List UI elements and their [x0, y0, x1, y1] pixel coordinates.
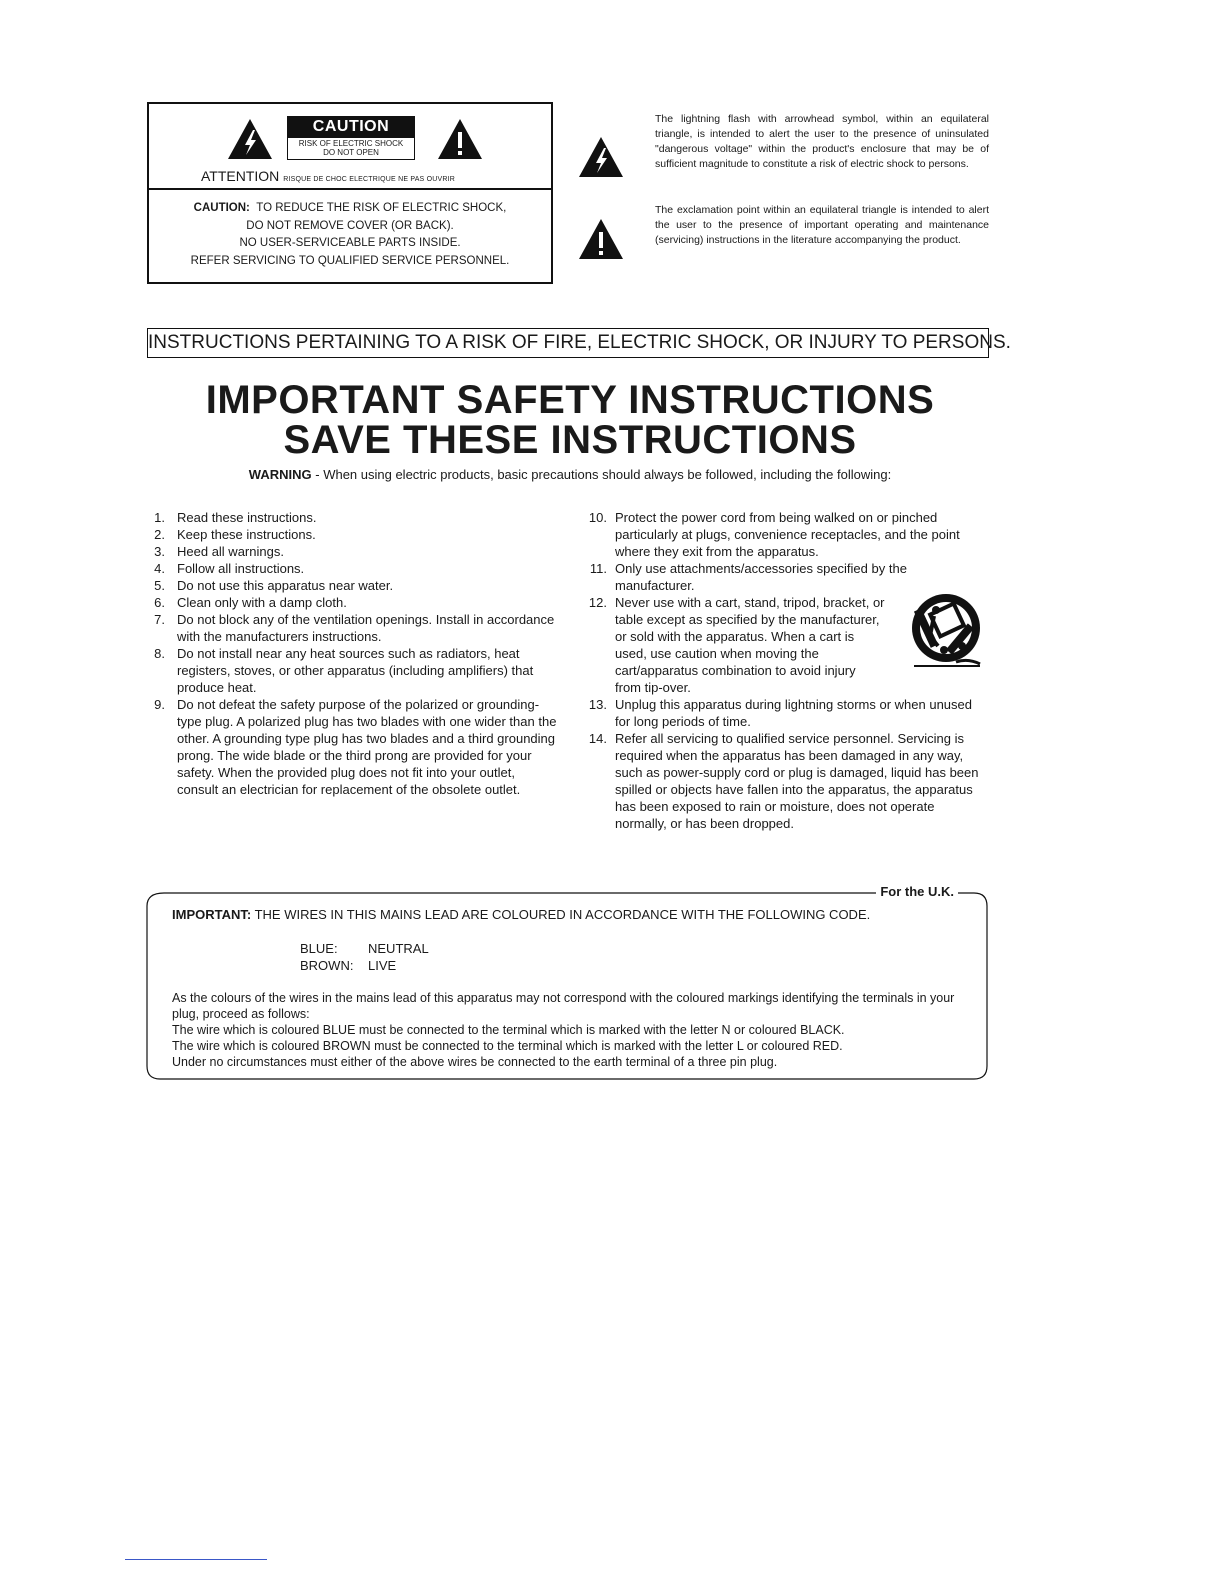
item-number: 1. [154, 510, 165, 525]
caution-text [149, 200, 551, 270]
list-item [585, 696, 985, 730]
item-number: 13. [588, 697, 607, 712]
page-title: IMPORTANT SAFETY INSTRUCTIONS [205, 378, 935, 422]
uk-wiring-notice [146, 884, 988, 1080]
item-text: Do not block any of the ventilation openings. Install in accordance with the manufacturers instructions. [177, 612, 555, 644]
item-number: 3. [154, 544, 165, 559]
item-text: Heed all warnings. [177, 544, 284, 559]
item-text: Read these instructions. [177, 510, 317, 525]
warning-label: WARNING [248, 467, 312, 482]
warning-line [0, 467, 1140, 482]
list-item [147, 611, 557, 645]
caution-badge [287, 116, 415, 160]
risk-line-2: DO NOT OPEN [323, 148, 379, 157]
item-text: Do not install near any heat sources such as radiators, heat registers, stoves, or other apparatus (including amplifiers) that produce heat. [177, 646, 534, 695]
item-number: 9. [154, 697, 165, 712]
item-text: Never use with a cart, stand, tripod, bracket, or table except as specified by the manufacturer, or sold with the apparatus. When a cart is used, use caution when moving the cart/apparatus combination to avoid injury from tip-over. [615, 595, 885, 695]
item-number: 5. [154, 578, 165, 593]
caution-line-4: REFER SERVICING TO QUALIFIED SERVICE PERSONNEL. [190, 254, 510, 267]
item-number: 10. [588, 510, 607, 525]
uk-color-code [300, 940, 429, 974]
lightning-symbol-icon [578, 136, 624, 178]
item-text: Follow all instructions. [177, 561, 305, 576]
item-number: 14. [588, 731, 607, 746]
caution-line-2: DO NOT REMOVE COVER (OR BACK). [246, 219, 454, 232]
brown-key: BROWN: [300, 958, 354, 973]
list-item [585, 509, 985, 560]
item-number: 12. [588, 595, 607, 610]
caution-line-1: TO REDUCE THE RISK OF ELECTRIC SHOCK, [256, 202, 507, 214]
lightning-explanation: The lightning flash with arrowhead symbol, within an equilateral triangle, is intended to alert the user to the presence of uninsulated "dangerous voltage" within the product's enclosure that may be of sufficient magnitude to constitute a risk of electric shock to persons. [655, 113, 989, 170]
hazard-header: INSTRUCTIONS PERTAINING TO A RISK OF FIRE, ELECTRIC SHOCK, OR INJURY TO PERSONS. [147, 328, 989, 358]
footer-rule [125, 1559, 267, 1560]
item-number: 6. [154, 595, 165, 610]
item-text: Refer all servicing to qualified service personnel. Servicing is required when the apparatus has been damaged in any way, such as power-supply cord or plug is damaged, liquid has been spilled or objects have fallen into the apparatus, the apparatus has been exposed to rain or moisture, does not operate normally, or has been dropped. [615, 731, 979, 831]
warning-text: - When using electric products, basic precautions should always be followed, including the following: [311, 467, 892, 482]
instructions-left [147, 509, 557, 798]
list-item [147, 526, 557, 543]
item-text: Protect the power cord from being walked on or pinched particularly at plugs, convenience receptacles, and the point where they exit from the apparatus. [615, 510, 960, 559]
item-number: 4. [154, 561, 165, 576]
risk-line-1: RISK OF ELECTRIC SHOCK [298, 139, 404, 148]
item-number: 2. [154, 527, 165, 542]
item-text: Do not use this apparatus near water. [177, 578, 394, 593]
list-item [147, 543, 557, 560]
uk-important-text: THE WIRES IN THIS MAINS LEAD ARE COLOURED IN ACCORDANCE WITH THE FOLLOWING CODE. [251, 907, 871, 922]
item-number: 8. [154, 646, 165, 661]
uk-label: For the U.K. [876, 884, 958, 899]
caution-box-header [149, 104, 551, 190]
caution-box [147, 102, 553, 284]
blue-key: BLUE: [300, 941, 338, 956]
caution-label: CAUTION [287, 116, 415, 138]
uk-para-4: Under no circumstances must either of the above wires be connected to the earth terminal of a three pin plug. [172, 1055, 778, 1069]
uk-para-1: As the colours of the wires in the mains lead of this apparatus may not correspond with the coloured markings identifying the terminals in your plug, proceed as follows: [172, 991, 955, 1021]
exclamation-symbol-icon [578, 218, 624, 260]
uk-para-3: The wire which is coloured BROWN must be connected to the terminal which is marked with the letter L or coloured RED. [172, 1039, 843, 1053]
list-item [147, 696, 557, 798]
exclamation-explanation: The exclamation point within an equilateral triangle is intended to alert the user to the presence of important operating and maintenance (servicing) instructions in the literature accompanying the product. [655, 204, 989, 246]
item-text: Unplug this apparatus during lightning storms or when unused for long periods of time. [615, 697, 972, 729]
risk-label [287, 138, 415, 160]
blue-value: NEUTRAL [368, 941, 429, 956]
list-item [585, 730, 985, 832]
list-item [147, 560, 557, 577]
item-text: Clean only with a damp cloth. [177, 595, 347, 610]
item-text: Do not defeat the safety purpose of the polarized or grounding-type plug. A polarized plug has two blades with one wider than the other. A grounding type plug has two blades and a third grounding prong. The wide blade or the third prong are provided for your safety. When the provided plug does not fit into your outlet, consult an electrician for replacement of the obsolete outlet. [177, 697, 557, 797]
uk-important-label: IMPORTANT: [172, 907, 252, 922]
list-item [147, 577, 557, 594]
item-text: Only use attachments/accessories specified by the manufacturer. [615, 561, 907, 593]
uk-important-line [172, 907, 870, 922]
item-text: Keep these instructions. [177, 527, 316, 542]
page-subtitle: SAVE THESE INSTRUCTIONS [283, 418, 857, 462]
lightning-warning-icon [227, 118, 273, 160]
item-number: 11. [589, 561, 607, 576]
brown-value: LIVE [368, 958, 397, 973]
list-item [585, 560, 985, 594]
caution-prefix: CAUTION: [193, 202, 250, 214]
list-item [147, 509, 557, 526]
uk-para-2: The wire which is coloured BLUE must be connected to the terminal which is marked with the letter N or coloured BLACK. [172, 1023, 845, 1037]
exclamation-warning-icon [437, 118, 483, 160]
item-number: 7. [154, 612, 165, 627]
attention-label: ATTENTION [201, 168, 280, 184]
list-item [147, 645, 557, 696]
list-item [147, 594, 557, 611]
attention-line [201, 168, 455, 184]
cart-tip-over-icon [904, 592, 982, 672]
attention-french: RISQUE DE CHOC ELECTRIQUE NE PAS OUVRIR [283, 176, 455, 183]
uk-instructions [172, 990, 972, 1070]
caution-line-3: NO USER-SERVICEABLE PARTS INSIDE. [239, 237, 461, 249]
